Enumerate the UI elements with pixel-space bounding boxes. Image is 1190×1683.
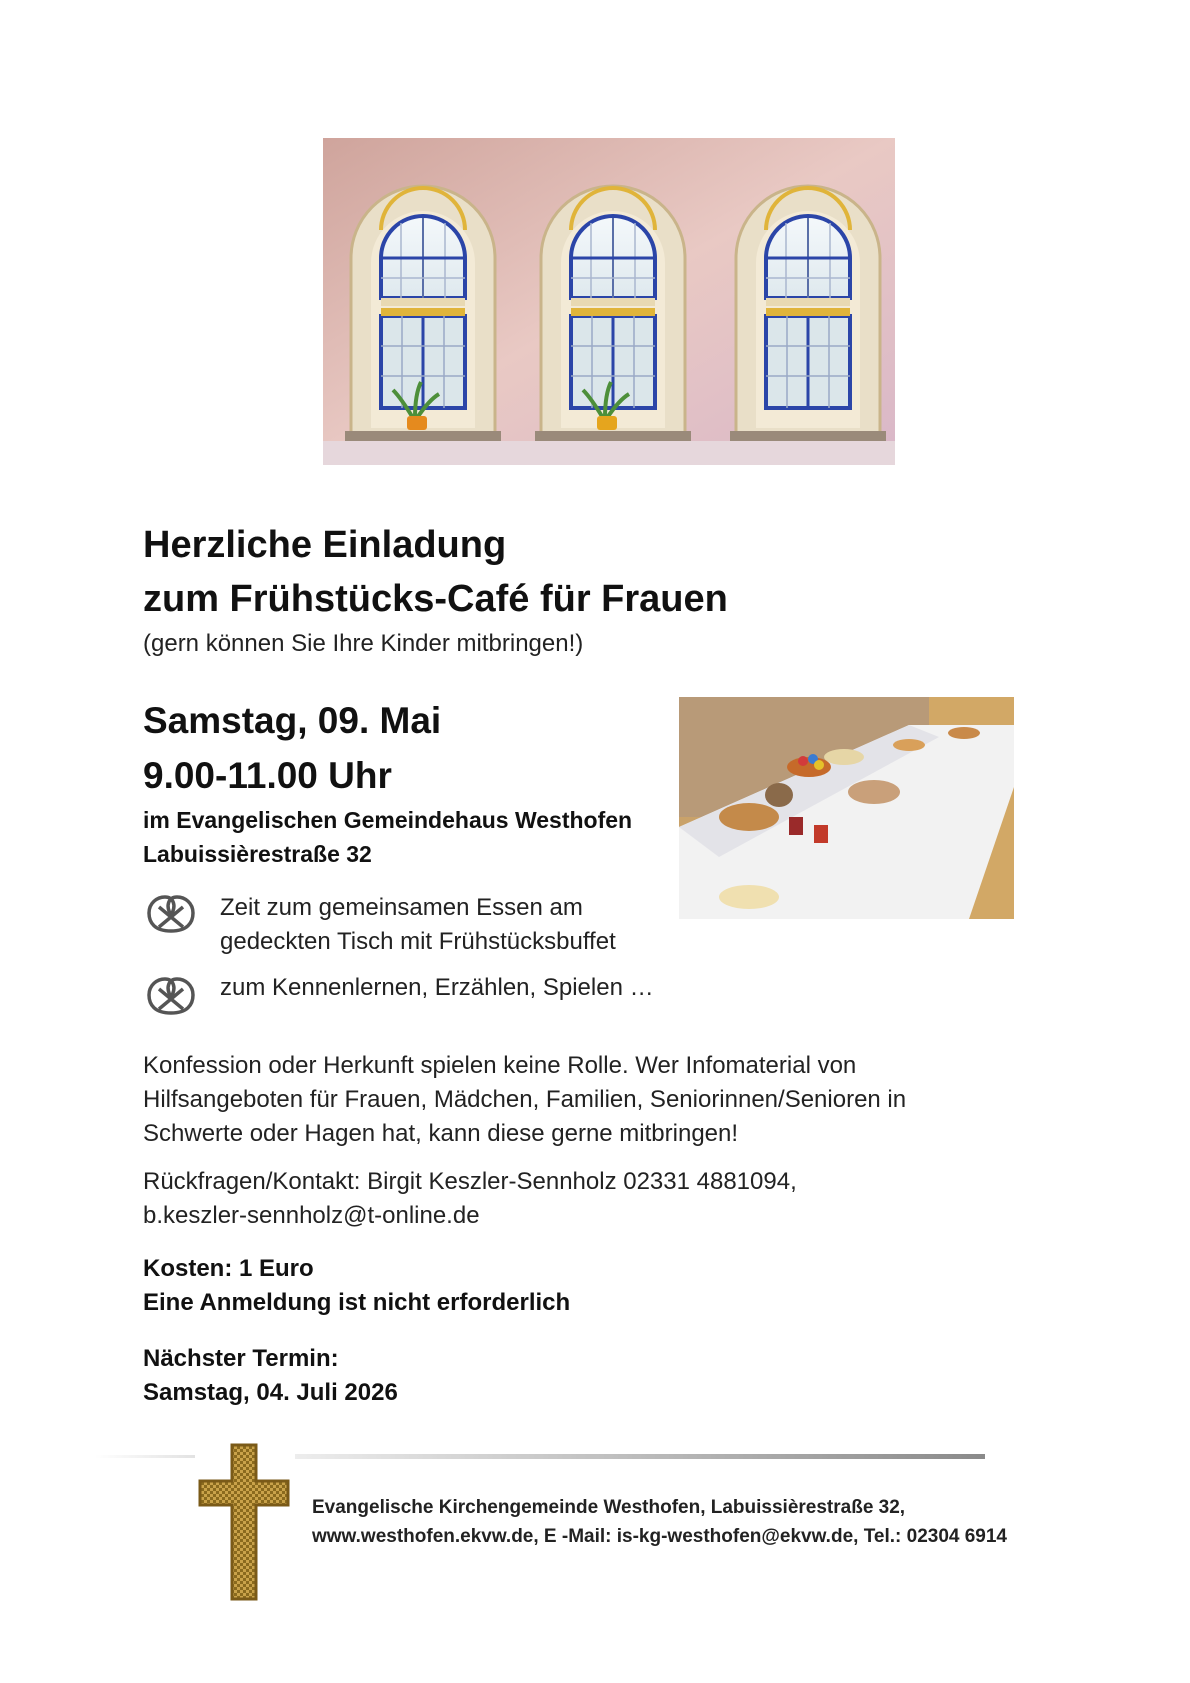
registration-note: Eine Anmeldung ist nicht erforderlich xyxy=(143,1289,571,1316)
windows-photo xyxy=(323,138,895,465)
event-time: 9.00-11.00 Uhr xyxy=(143,755,392,796)
footer-rule xyxy=(295,1454,985,1459)
next-date: Samstag, 04. Juli 2026 xyxy=(143,1379,398,1406)
contact-paragraph xyxy=(143,1165,797,1233)
bullet-1-line-2: gedeckten Tisch mit Frühstücksbuffet xyxy=(220,928,616,955)
heading-line-1: Herzliche Einladung xyxy=(143,524,507,566)
event-venue: im Evangelischen Gemeindehaus Westhofen xyxy=(143,807,633,833)
event-address: Labuissièrestraße 32 xyxy=(143,841,372,867)
heading-line-2: zum Frühstücks-Café für Frauen xyxy=(143,578,728,620)
pretzel-icon xyxy=(145,975,197,1019)
contact-line-1: Rückfragen/Kontakt: Birgit Keszler-Sennholz 02331 4881094, xyxy=(143,1168,797,1195)
footer-line-1: Evangelische Kirchengemeinde Westhofen, Labuissièrestraße 32, xyxy=(312,1497,906,1518)
bullet-1-line-1: Zeit zum gemeinsamen Essen am xyxy=(220,894,583,921)
buffet-photo xyxy=(679,697,1014,919)
bullet-2-line-1: zum Kennenlernen, Erzählen, Spielen … xyxy=(220,974,654,1001)
body-line-1: Konfession oder Herkunft spielen keine Rolle. Wer Infomaterial von xyxy=(143,1052,857,1079)
footer-line-2: www.westhofen.ekvw.de, E -Mail: is-kg-westhofen@ekvw.de, Tel.: 02304 6914 xyxy=(312,1526,1008,1547)
cross-logo xyxy=(198,1443,290,1601)
body-paragraph xyxy=(143,1049,906,1151)
heading-subtitle: (gern können Sie Ihre Kinder mitbringen!) xyxy=(143,630,584,657)
next-label: Nächster Termin: xyxy=(143,1345,339,1372)
next-appointment xyxy=(143,1342,398,1410)
contact-email[interactable]: b.keszler-sennholz@t-online.de xyxy=(143,1202,480,1229)
pretzel-icon xyxy=(145,893,197,937)
body-line-2: Hilfsangeboten für Frauen, Mädchen, Familien, Seniorinnen/Senioren in xyxy=(143,1086,907,1113)
footer-rule-left xyxy=(95,1455,195,1458)
footer-text xyxy=(312,1493,1007,1551)
cost: Kosten: 1 Euro xyxy=(143,1255,314,1282)
cost-info xyxy=(143,1252,570,1320)
event-date: Samstag, 09. Mai xyxy=(143,700,442,741)
body-line-3: Schwerte oder Hagen hat, kann diese gerne mitbringen! xyxy=(143,1120,739,1147)
